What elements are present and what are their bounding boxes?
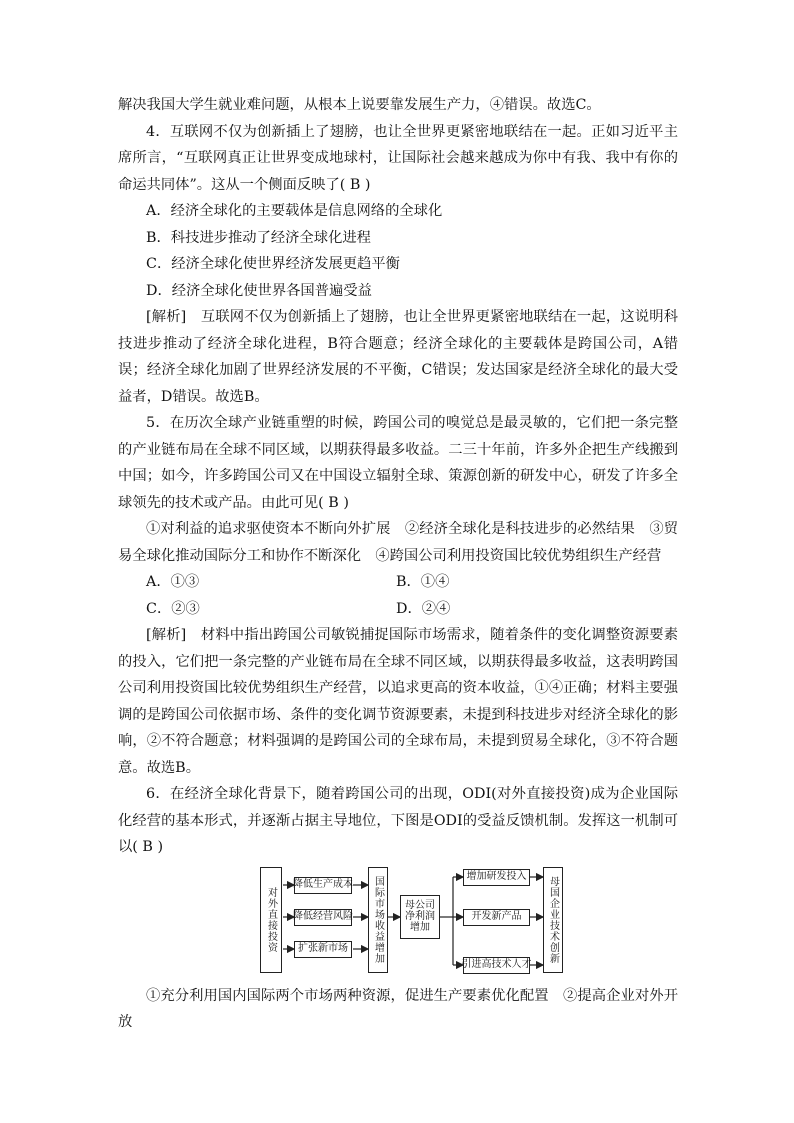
prev-answer-tail: 解决我国大学生就业难问题，从根本上说要靠发展生产力，④错误。故选C。: [118, 97, 601, 113]
diagram-arrows: [118, 865, 678, 977]
diagram-risk-label: 降低经营风险: [293, 911, 353, 922]
q6-statements: ①充分利用国内国际两个市场两种资源，促进生产要素优化配置 ②提高企业对外开放: [118, 987, 678, 1030]
q5-statements: ①对利益的追求驱使资本不断向外扩展 ②经济全球化是科技进步的必然结果 ③贸易全球化推动国际分工和协作不断深化 ④跨国公司利用投资国比较优势组织生产经营: [118, 521, 678, 564]
q5-options-row-1: [118, 569, 678, 596]
diagram-revenue-box: [368, 867, 388, 973]
q5-stem: 5．在历次全球产业链重塑的时候，跨国公司的嗅觉总是最灵敏的，它们把一条完整的产业链布局在全球不同区域，以期获得最多收益。二三十年前，许多外企把生产线搬到中国；如今，许多跨国公司又在中国设立辐射全球、策源创新的研发中心，研发了许多全球领先的技术或产品。由此可见( B ): [118, 415, 678, 511]
q5-analysis: [解析] 材料中指出跨国公司敏锐捕捉国际市场需求，随着条件的变化调整资源要素的投入，它们把一条完整的产业链布局在全球不同区域，以期获得最多收益，这表明跨国公司利用投资国比较优势组织生产经营，以追求更高的资本收益，①④正确；材料主要强调的是跨国公司依据市场、条件的变化调节资源要素，未提到科技进步对经济全球化的影响，②不符合题意；材料强调的是跨国公司的全球布局，未提到贸易全球化，③不符合题意。故选B。: [118, 627, 678, 776]
diagram-market-box: [294, 941, 352, 958]
diagram-product-box: [463, 909, 530, 926]
diagram-innovation-label: 母国企业技术创新: [547, 875, 559, 964]
q6-stem: 6．在经济全球化背景下，随着跨国公司的出现，ODI(对外直接投资)成为企业国际化经营的基本形式，并逐渐占据主导地位，下图是ODI的受益反馈机制。发挥这一机制可以( B ): [118, 786, 678, 855]
q5-option-b: B．①④: [396, 574, 450, 590]
q4-option-a: A．经济全球化的主要载体是信息网络的全球化: [146, 203, 443, 219]
diagram-talent-box: [463, 957, 530, 974]
diagram-odi-label: 对外直接投资: [265, 886, 277, 953]
q4-analysis: [解析] 互联网不仅为创新插上了翅膀，也让全世界更紧密地联结在一起，这说明科技进步推动了经济全球化进程，B符合题意；经济全球化的主要载体是跨国公司，A错误；经济全球化加剧了世界经济发展的不平衡，C错误；发达国家是经济全球化的最大受益者，D错误。故选B。: [118, 309, 678, 405]
q5-option-a: A．①③: [146, 574, 200, 590]
diagram-rd-label: 增加研发投入: [466, 871, 527, 882]
q4-option-b: B．科技进步推动了经济全球化进程: [146, 229, 371, 246]
odi-feedback-diagram: [118, 865, 678, 977]
diagram-product-label: 开发新产品: [471, 911, 522, 922]
diagram-profit-box: [400, 895, 440, 939]
diagram-cost-label: 降低生产成本: [293, 879, 353, 890]
q5-options-row-2: [118, 596, 678, 623]
diagram-profit-label: 母公司净利润增加: [405, 900, 435, 933]
q4-stem: 4．互联网不仅为创新插上了翅膀，也让全世界更紧密地联结在一起。正如习近平主席所言，“互联网真正让世界变成地球村，让国际社会越来越成为你中有我、我中有你的命运共同体”。这从一个侧面反映了( B ): [118, 123, 678, 193]
diagram-rd-box: [463, 869, 530, 886]
q4-option-c: C．经济全球化使世界经济发展更趋平衡: [146, 256, 400, 272]
q5-option-d: D．②④: [396, 600, 451, 617]
diagram-cost-box: [294, 877, 352, 894]
diagram-talent-label: 引进高技术人才: [461, 959, 532, 970]
q5-option-c: C．②③: [146, 600, 200, 617]
diagram-market-label: 扩张新市场: [298, 943, 348, 954]
diagram-risk-box: [294, 909, 352, 926]
q4-option-d: D．经济全球化使世界各国普遍受益: [146, 282, 372, 299]
diagram-odi-box: [260, 867, 282, 973]
diagram-revenue-label: 国际市场收益增加: [372, 875, 384, 964]
diagram-innovation-box: [543, 867, 563, 973]
document-page: [118, 92, 678, 1036]
